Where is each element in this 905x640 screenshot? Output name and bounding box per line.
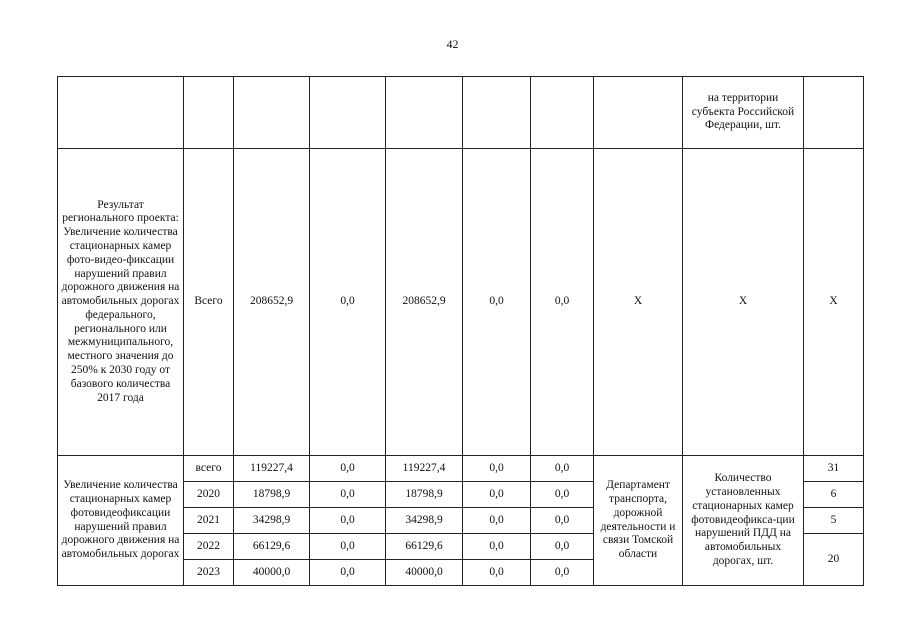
header-cell-b <box>386 77 463 149</box>
header-cell-responsible <box>594 77 683 149</box>
result-col-c: 0,0 <box>463 149 531 456</box>
event-col-c: 0,0 <box>463 508 531 534</box>
result-col-b: 208652,9 <box>386 149 463 456</box>
event-col-d: 0,0 <box>531 456 594 482</box>
event-col-b: 18798,9 <box>386 482 463 508</box>
event-col-a: 0,0 <box>310 456 386 482</box>
result-indicator: Х <box>683 149 804 456</box>
event-period: 2023 <box>184 560 234 586</box>
event-col-b: 66129,6 <box>386 534 463 560</box>
event-total: 119227,4 <box>234 456 310 482</box>
header-cell-name <box>58 77 184 149</box>
event-total: 40000,0 <box>234 560 310 586</box>
event-col-d: 0,0 <box>531 508 594 534</box>
table-row <box>58 456 864 482</box>
page-number: 42 <box>446 37 459 51</box>
event-value: 20 <box>804 534 864 586</box>
result-value: Х <box>804 149 864 456</box>
event-period: 2021 <box>184 508 234 534</box>
event-col-d: 0,0 <box>531 534 594 560</box>
event-value: 5 <box>804 508 864 534</box>
header-cell-c <box>463 77 531 149</box>
header-cell-indicator: на территории субъекта Российской Федерации, шт. <box>683 77 804 149</box>
event-indicator: Количество установленных стационарных камер фотовидеофикса-ции нарушений ПДД на автомобильных дорогах, шт. <box>683 456 804 586</box>
event-col-a: 0,0 <box>310 508 386 534</box>
header-cell-d <box>531 77 594 149</box>
result-total: 208652,9 <box>234 149 310 456</box>
header-cell-a <box>310 77 386 149</box>
event-col-c: 0,0 <box>463 560 531 586</box>
budget-table <box>57 76 864 586</box>
event-name: Увеличение количества стационарных камер фотовидеофиксации нарушений правил дорожного движения на автомобильных дорогах <box>58 456 184 586</box>
event-total: 18798,9 <box>234 482 310 508</box>
event-col-b: 34298,9 <box>386 508 463 534</box>
header-cell-value <box>804 77 864 149</box>
event-period: 2022 <box>184 534 234 560</box>
event-total: 34298,9 <box>234 508 310 534</box>
event-value: 31 <box>804 456 864 482</box>
header-row <box>58 77 864 149</box>
event-period: всего <box>184 456 234 482</box>
result-responsible: Х <box>594 149 683 456</box>
event-period: 2020 <box>184 482 234 508</box>
event-value: 6 <box>804 482 864 508</box>
event-col-a: 0,0 <box>310 534 386 560</box>
event-col-a: 0,0 <box>310 560 386 586</box>
header-cell-period <box>184 77 234 149</box>
result-row <box>58 149 864 456</box>
event-col-b: 40000,0 <box>386 560 463 586</box>
result-col-a: 0,0 <box>310 149 386 456</box>
event-col-c: 0,0 <box>463 482 531 508</box>
event-col-c: 0,0 <box>463 456 531 482</box>
header-cell-total <box>234 77 310 149</box>
event-total: 66129,6 <box>234 534 310 560</box>
result-period: Всего <box>184 149 234 456</box>
result-name: Результат регионального проекта: Увеличение количества стационарных камер фото-видео-фиксации нарушений правил дорожного движения на автомобильных дорогах федерального, регионального или межмуниципального, местного значения до 250% к 2030 году от базового количества 2017 года <box>58 149 184 456</box>
event-col-d: 0,0 <box>531 560 594 586</box>
event-col-a: 0,0 <box>310 482 386 508</box>
result-col-d: 0,0 <box>531 149 594 456</box>
event-col-c: 0,0 <box>463 534 531 560</box>
event-responsible: Департамент транспорта, дорожной деятельности и связи Томской области <box>594 456 683 586</box>
event-col-d: 0,0 <box>531 482 594 508</box>
event-col-b: 119227,4 <box>386 456 463 482</box>
